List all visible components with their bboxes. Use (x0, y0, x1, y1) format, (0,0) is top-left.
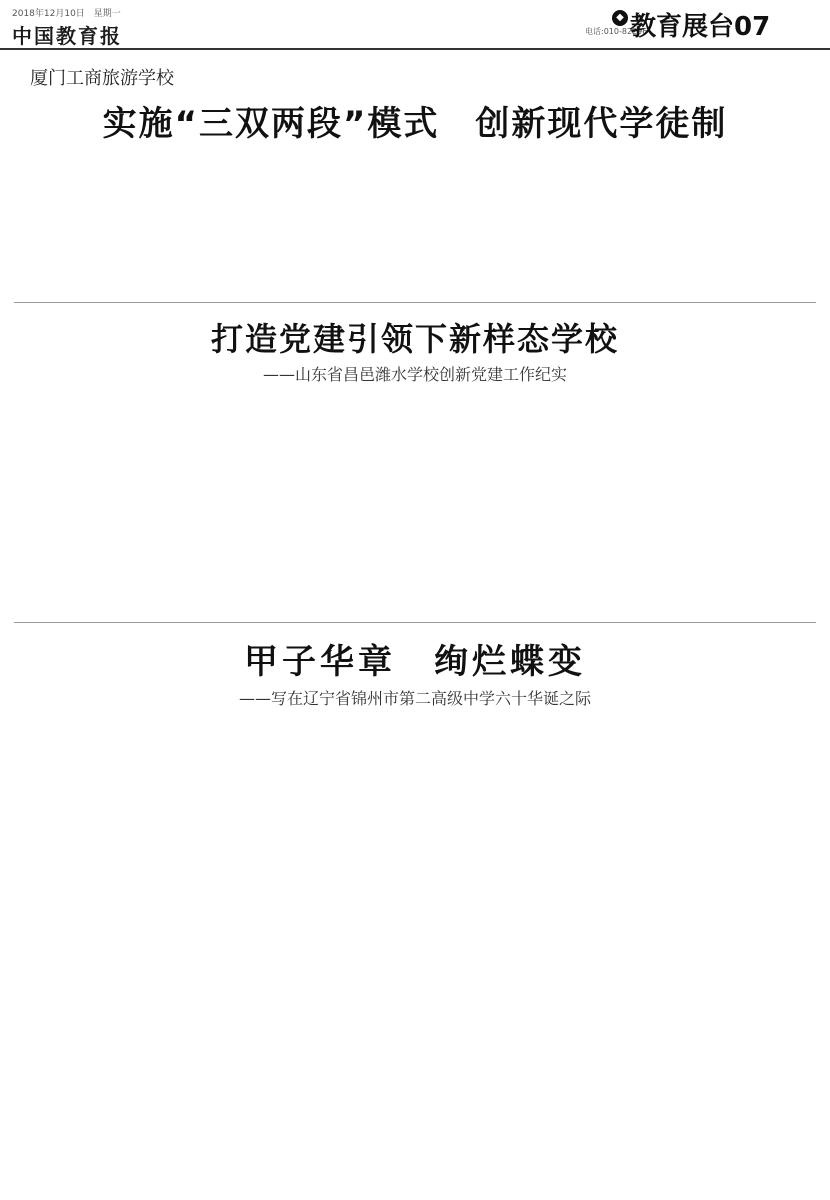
divider (14, 302, 816, 303)
article2-title: 打造党建引领下新样态学校 (210, 320, 619, 358)
contact-line: 电话:010-82296 (585, 27, 648, 36)
issue-date: 2018年12月10日 星期一 (12, 9, 121, 19)
article3-body (14, 720, 816, 1190)
section-title: 教育展台07 (630, 12, 771, 42)
article1-school: 厦门工商旅游学校 (30, 68, 174, 89)
article2-body (14, 392, 816, 618)
section-badge-icon: ◆ (612, 10, 628, 26)
article1-body (14, 150, 816, 300)
masthead (0, 0, 830, 50)
article3-subtitle: ——写在辽宁省锦州市第二高级中学六十华诞之际 (238, 689, 591, 708)
article1-title: 实施“三双两段”模式 创新现代学徒制 (102, 104, 728, 144)
article3-title: 甲子华章 绚烂蝶变 (244, 642, 586, 682)
article2-subtitle: ——山东省昌邑潍水学校创新党建工作纪实 (262, 365, 567, 384)
divider (14, 622, 816, 623)
newspaper-name: 中国教育报 (12, 24, 122, 48)
